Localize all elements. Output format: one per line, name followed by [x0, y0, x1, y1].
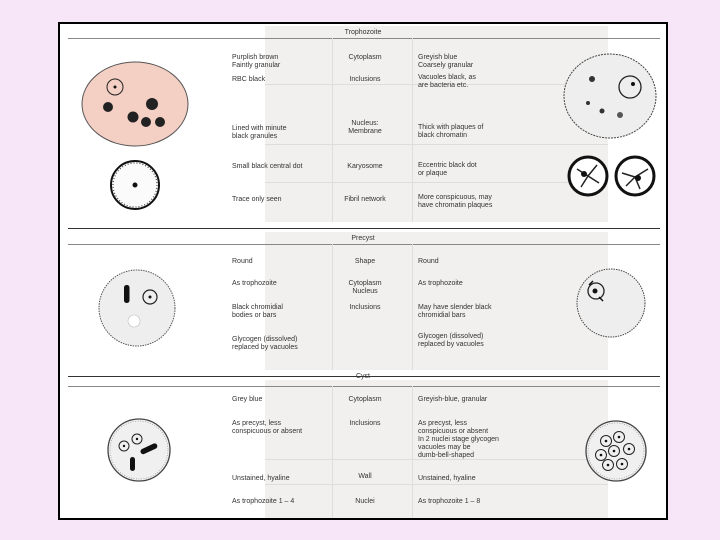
cyst-left-3: As trophozoite 1 – 4	[232, 498, 295, 505]
troph-left-4: Trace only seen	[232, 196, 282, 203]
cyst-mid-3: Nuclei	[355, 498, 375, 505]
histolytica-nucleus-drawing	[107, 159, 163, 211]
cyst-left-0: Grey blue	[232, 396, 263, 403]
troph-mid-4: Fibril network	[344, 196, 386, 203]
cyst-right-3: As trophozoite 1 – 8	[418, 498, 481, 505]
troph-mid-0: Cytoplasm	[348, 54, 382, 61]
precyst-left-2: Black chromidial bodies or bars	[232, 304, 283, 319]
precyst-mid-2: Inclusions	[349, 304, 381, 311]
section-title-trophozoite: Trophozoite	[344, 29, 382, 36]
troph-right-4: More conspicuous, may have chromatin plaques	[418, 194, 493, 209]
precyst-mid-0: Shape	[354, 258, 376, 265]
troph-left-2: Lined with minute black granules	[232, 125, 287, 140]
coli-cyst-drawing	[584, 419, 648, 483]
precyst-left-3: Glycogen (dissolved) replaced by vacuoles	[232, 336, 298, 351]
cyst-mid-2: Wall	[358, 473, 372, 480]
precyst-left-0: Round	[232, 258, 253, 265]
troph-left-3: Small black central dot	[232, 163, 303, 170]
coli-trophozoite-drawing	[562, 51, 658, 141]
precyst-panel	[265, 232, 608, 370]
precyst-left-1: As trophozoite	[232, 280, 277, 287]
section-title-cyst: Cyst	[356, 373, 370, 380]
troph-right-3: Eccentric black dot or plaque	[418, 162, 477, 177]
precyst-right-3: Glycogen (dissolved) replaced by vacuoles	[418, 333, 484, 348]
histolytica-trophozoite-drawing	[80, 59, 190, 149]
troph-mid-2: Nucleus: Membrane	[348, 120, 382, 135]
troph-left-0: Purplish brown Faintly granular	[232, 54, 281, 69]
coli-precyst-drawing	[575, 267, 647, 339]
precyst-right-0: Round	[418, 258, 439, 265]
histolytica-cyst-drawing	[106, 417, 172, 483]
coli-nucleus-drawing-2	[614, 155, 656, 197]
cyst-left-1: As precyst, less conspicuous or absent	[232, 420, 303, 435]
cyst-right-1: As precyst, less conspicuous or absent In 2 nuclei stage glycogen vacuoles may be dumb-bell-shaped	[418, 420, 499, 459]
cyst-mid-1: Inclusions	[349, 420, 381, 427]
cyst-left-2: Unstained, hyaline	[232, 475, 290, 482]
cyst-right-2: Unstained, hyaline	[418, 475, 476, 482]
figure-frame	[58, 22, 668, 520]
cyst-right-0: Greyish-blue, granular	[418, 396, 488, 403]
troph-mid-3: Karyosome	[347, 163, 383, 170]
cyst-mid-0: Cytoplasm	[348, 396, 382, 403]
precyst-right-2: May have slender black chromidial bars	[418, 304, 492, 319]
troph-left-1: RBC black	[232, 76, 266, 83]
coli-nucleus-drawing-1	[567, 155, 609, 197]
troph-right-0: Greyish blue Coarsely granular	[418, 54, 474, 69]
troph-right-2: Thick with plaques of black chromatin	[418, 124, 484, 139]
precyst-mid-1: Cytoplasm Nucleus	[348, 280, 382, 295]
histolytica-precyst-drawing	[96, 269, 178, 347]
precyst-right-1: As trophozoite	[418, 280, 463, 287]
troph-right-1: Vacuoles black, as are bacteria etc.	[418, 74, 476, 89]
troph-mid-1: Inclusions	[349, 76, 381, 83]
section-title-precyst: Precyst	[351, 235, 375, 242]
